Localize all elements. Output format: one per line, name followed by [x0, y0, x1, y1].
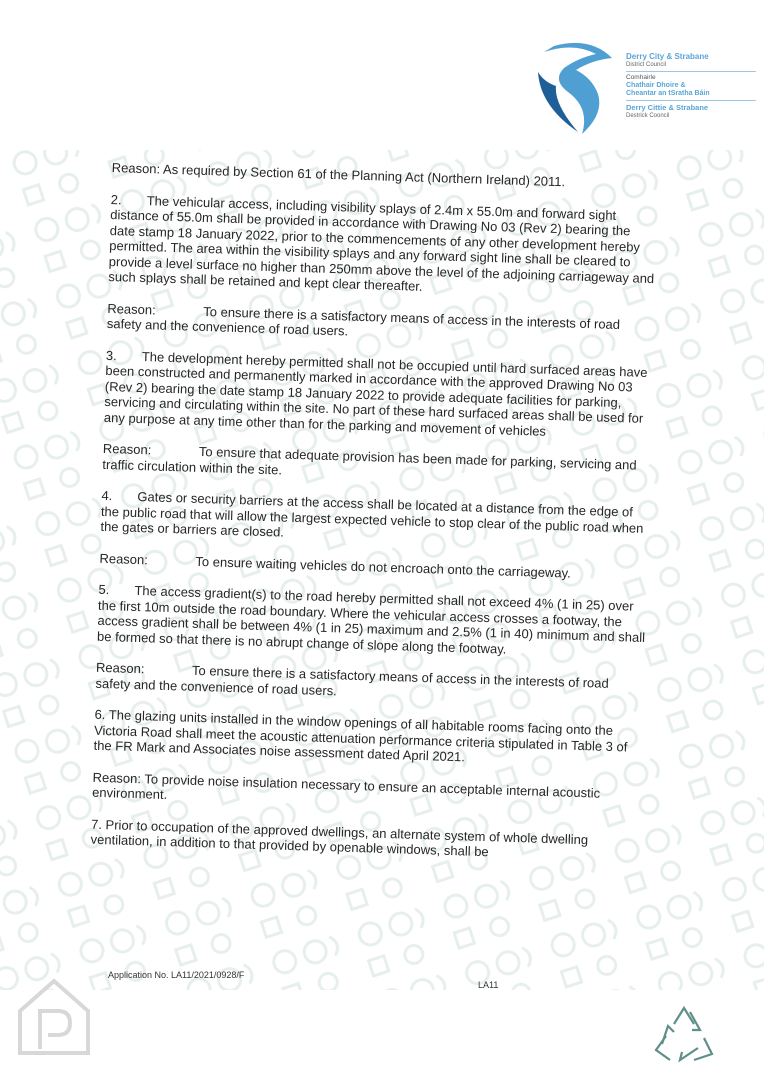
document-body [90, 160, 660, 880]
condition-6: 6. The glazing units installed in the window openings of all habitable rooms facing onto the Victoria Road shall meet the acoustic attenuation performance criteria stipulated in Table 3 of the FR Mark and Associates noise assessment dated April 2021. [93, 706, 628, 765]
council-name-ga-1: Comhairle [626, 74, 656, 81]
council-name-us: Derry Cittie & Strabane [626, 103, 709, 112]
house-watermark-icon [14, 975, 94, 1057]
footer-code: LA11 [478, 980, 499, 990]
reason-text: To ensure there is a satisfactory means of access in the interests of road safety and the convenience of road users. [95, 662, 609, 698]
reason-5 [95, 660, 644, 708]
reason-intro: Reason: As required by Section 61 of the Planning Act (Northern Ireland) 2011. [111, 160, 566, 190]
condition-number: 2. [110, 191, 122, 207]
condition-4 [100, 488, 649, 552]
reason-label: Reason: [99, 550, 149, 567]
divider [626, 100, 756, 101]
council-name-ga-2: Chathair Dhoire & [626, 82, 686, 89]
condition-2 [108, 191, 659, 301]
condition-text: Gates or security barriers at the access shall be located at a distance from the edge of the public road that will allow the largest expected vehicle to stop clear of the public road when the gates or barriers are closed. [100, 488, 644, 540]
condition-text: The vehicular access, including visibility splays of 2.4m x 55.0m and forward sight distance of 55.0m shall be provided in accordance with Drawing No 03 (Rev 2) bearing the date stamp 18 January 2022, prior to the commencements of any other development hereby permitted. The area within the visibility splays and any forward sight line shall be cleared to provide a level surface no higher than 250mm above the level of the adjoining carriageway and such splays shall be retained and kept clear thereafter. [108, 192, 655, 294]
condition-number: 4. [101, 487, 113, 504]
reason-2 [107, 300, 656, 348]
reason-text: To ensure waiting vehicles do not encroach onto the carriageway. [195, 553, 572, 581]
council-name-en-sub: District Council [626, 62, 667, 68]
reason-text: To ensure that adequate provision has been made for parking, servicing and traffic circulation within the site. [102, 443, 637, 477]
reason-label: Reason: [107, 300, 156, 317]
reason-4 [99, 550, 647, 583]
reason-label: Reason: [102, 440, 152, 458]
recycle-icon [652, 1004, 716, 1066]
condition-7: 7. Prior to occupation of the approved dwellings, an alternate system of whole dwelling ventilation, in addition to that provided by openable windows, shall be [90, 816, 589, 860]
council-logo [534, 42, 614, 134]
condition-text: The access gradient(s) to the road hereby permitted shall not exceed 4% (1 in 25) over the first 10m outside the road boundary. Where the vehicular access crosses a footway, the access gradient shall be between 4% (1 in 25) maximum and 2.5% (1 in 40) minimum and shall be formed so that there is no abrupt change of slope along the footway. [96, 582, 646, 657]
application-number: Application No. LA11/2021/0928/F [108, 970, 245, 980]
council-name-ga-3: Cheantar an tSratha Báin [626, 90, 710, 97]
condition-5 [97, 582, 647, 661]
condition-text: The development hereby permitted shall not be occupied until hard surfaced areas have been constructed and permanently marked in accordance with the approved Drawing No 03 (Rev 2) bearing the date stamp 18 January 2022 to provide adequate facilities for parking, servicing and circulating within the site. No part of these hard surfaced areas shall be used for any purpose at any time other than for the parking and movement of vehicles [103, 348, 648, 439]
condition-3 [104, 347, 654, 442]
divider [626, 71, 756, 72]
reason-6: Reason: To provide noise insulation necessary to ensure an acceptable internal acoustic environment. [91, 769, 601, 803]
condition-number: 5. [98, 581, 110, 598]
reason-label: Reason: [95, 659, 145, 677]
condition-number: 3. [105, 347, 117, 363]
council-name-us-sub: Destrick Cooncil [626, 113, 670, 119]
council-name-block [626, 52, 756, 120]
council-name-en: Derry City & Strabane [626, 52, 709, 61]
reason-3 [102, 441, 651, 489]
reason-text: To ensure there is a satisfactory means of access in the interests of road safety and the convenience of road users. [106, 303, 621, 339]
